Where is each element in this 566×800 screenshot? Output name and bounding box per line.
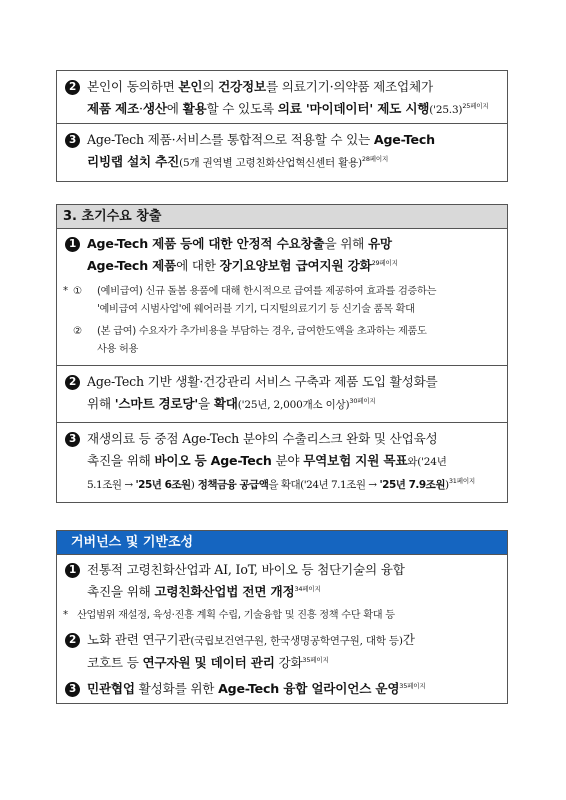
- section-heading: 3. 초기수요 창출: [57, 205, 507, 229]
- box2-item-1: 1 Age-Tech 제품 등에 대한 안정적 수요창출을 위해 유망 Age-Tech 제품에 대한 장기요양보험 급여지원 강화$^{29페이지}$: [65, 233, 499, 277]
- box1-row-3: [57, 123, 507, 181]
- summary-box-3: [56, 530, 508, 704]
- section-heading: 거버넌스 및 기반조성: [57, 531, 507, 555]
- box3-item-1: 1 전통적 고령친화산업과 AI, IoT, 바이오 등 첨단기술의 융합 촉진을 위해 고령친화산업법 전면 개정$^{34페이지}$: [65, 559, 499, 603]
- box1-row-2: [57, 71, 507, 123]
- number-1-icon: 1: [65, 237, 80, 252]
- page-ref: 25페이지: [462, 101, 489, 110]
- page-ref: 28페이지: [361, 154, 389, 163]
- footnote-2: ② (본 급여) 수요자가 추가비용을 부담하는 경우, 급여한도액을 초과하는 제품도 사용 허용: [73, 326, 427, 355]
- footnote-1: * 산업범위 재설정, 육성·진흥 계획 수립, 기술융합 및 진흥 정책 수단 확대 등: [63, 610, 395, 621]
- page-ref: 35페이지: [399, 681, 426, 690]
- box3-row-1: [57, 555, 507, 703]
- page-ref: 29페이지: [371, 258, 398, 267]
- number-2-icon: 2: [65, 375, 80, 390]
- page-ref: 31페이지: [448, 476, 475, 485]
- number-1-icon: 1: [65, 563, 80, 578]
- box2-item-3: 3 재생의료 등 중점 Age-Tech 분야의 수출리스크 완화 및 산업육성 촉진을 위해 바이오 등 Age-Tech 분야 무역보험 지원 목표와('24년 5.1조원 → '25년 6조원) 정책금융 공급액을 확대('24년 7.1조원 → '25년 7.9조원)$^{31페이지}$: [65, 428, 499, 496]
- page-ref: 30페이지: [349, 396, 376, 405]
- box3-item-3: 3 민관협업 활성화를 위한 Age-Tech 융합 얼라이언스 운영$^{35페이지}$: [65, 678, 499, 700]
- box3-item-2: 2 노화 관련 연구기관(국립보건연구원, 한국생명공학연구원, 대학 등)간 코호트 등 연구자원 및 데이터 관리 강화$^{35페이지}$: [65, 629, 499, 674]
- box2-row-1: [57, 229, 507, 365]
- box2-item-2: 2 Age-Tech 기반 생활·건강관리 서비스 구축과 제품 도입 활성화를 위해 '스마트 경로당'을 확대('25년, 2,000개소 이상)$^{30페이지}$: [65, 371, 499, 416]
- number-3-icon: 3: [65, 432, 80, 447]
- number-3-icon: 3: [65, 682, 80, 697]
- number-3-icon: 3: [65, 133, 80, 148]
- summary-box-1: [56, 70, 508, 182]
- number-2-icon: 2: [65, 80, 80, 95]
- summary-box-2: [56, 204, 508, 503]
- number-2-icon: 2: [65, 633, 80, 648]
- box2-row-3: [57, 422, 507, 502]
- footnote-1: * ① (예비급여) 신규 돌봄 용품에 대해 한시적으로 급여를 제공하여 효과를 검증하는 '예비급여 시범사업'에 웨어러블 기기, 디지털의료기기 등 신기술 품목 확대: [63, 286, 437, 315]
- box2-row-2: [57, 365, 507, 422]
- box1-item-3: 3 Age-Tech 제품·서비스를 통합적으로 적용할 수 있는 Age-Tech 리빙랩 설치 추진(5개 권역별 고령친화산업혁신센터 활용)$^{28페이지}$: [65, 129, 499, 174]
- page-ref: 35페이지: [302, 655, 329, 664]
- page-ref: 34페이지: [294, 584, 321, 593]
- box1-item-2: 2 본인이 동의하면 본인의 건강정보를 의료기기·의약품 제조업체가 제품 제조·생산에 활용할 수 있도록 의료 '마이데이터' 제도 시행('25.3)$^{25페이지}$: [65, 76, 499, 121]
